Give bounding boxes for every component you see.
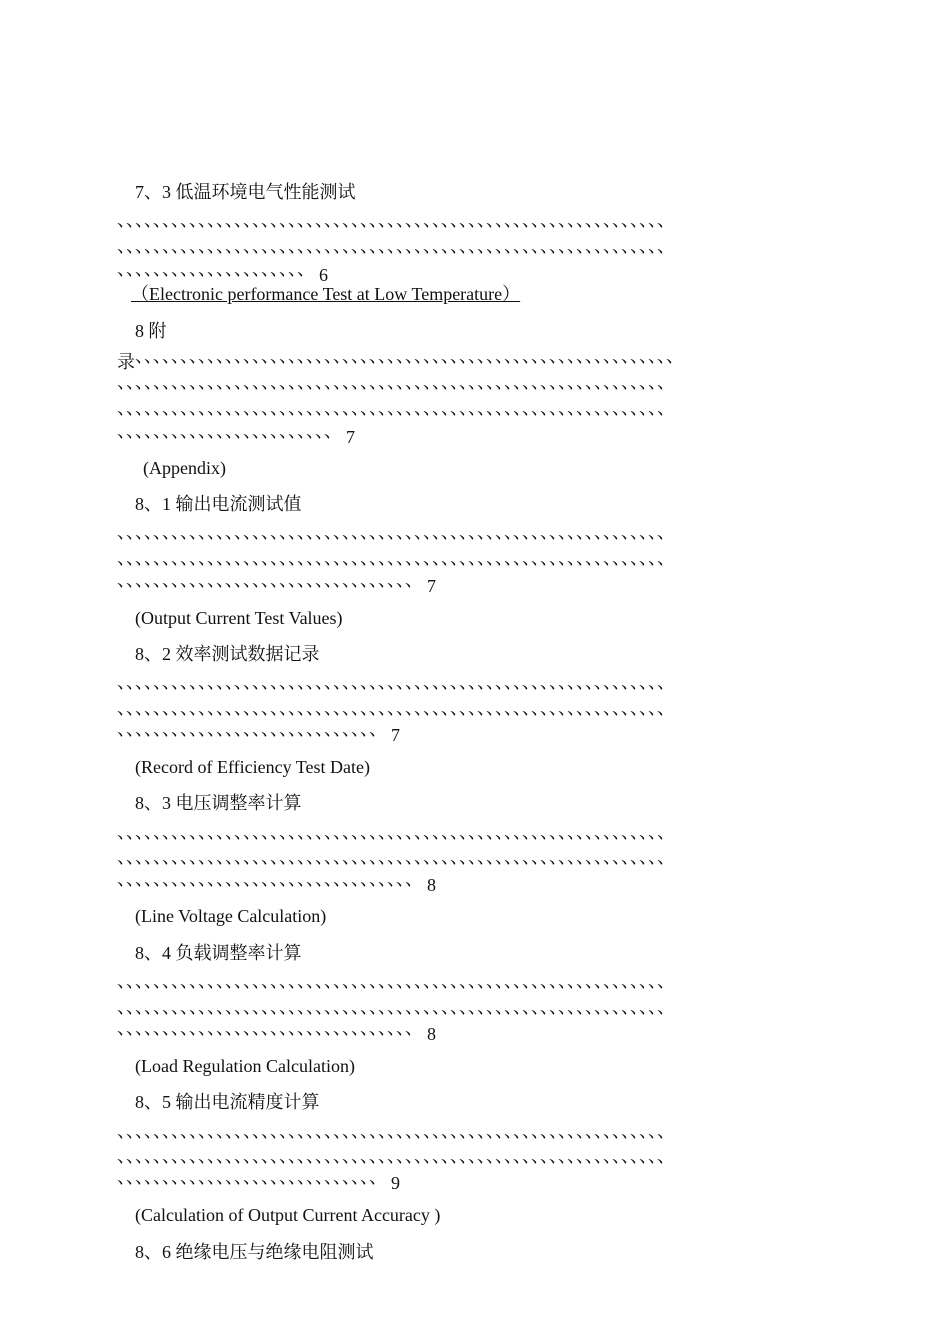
toc-leader-dots: 、、、、、、、、、、、、、、、、、、、、、、、、、、、、、、、、、、、、、、、、、、、、、、、、、、、、、、、、、、、、、 (117, 847, 675, 867)
toc-leader-line: 、、、、、、、、、、、、、、、、、、、、、、、、、、、、、、、、、 7 (117, 570, 436, 596)
toc-leader-line: 、、、、、、、、、、、、、、、、、、、、、、、、、、、、、、、、、 8 (117, 869, 436, 895)
toc-leader-line: 、、、、、、、、、、、、、、、、、、、、、、、、、、、、、 7 (117, 719, 400, 745)
toc-page-number: 8 (427, 875, 436, 895)
toc-leader-dots: 、、、、、、、、、、、、、、、、、、、、、、、、、、、、、、、、、、、、、、、、、、、、、、、、、、、、、、、、、、、、、 (117, 522, 675, 542)
toc-entry-title[interactable]: 8、6 绝缘电压与绝缘电阻测试 (135, 1242, 374, 1262)
toc-entry-title-wrap: 录 (117, 352, 135, 372)
toc-entry-title[interactable]: 8 附 (135, 321, 167, 341)
toc-leader-dots: 、、、、、、、、、、、、、、、、、、、、、、、、、、、、、、、、、、、、、、、、、、、、、、、、、、、、、、、、、、、、、 (117, 1146, 675, 1166)
toc-entry-title[interactable]: 7、3 低温环境电气性能测试 (135, 182, 356, 202)
toc-leader-dots: 、、、、、、、、、、、、、、、、、、、、、、、、、、、、、、、、、、、、、、、、、、、、、、、、、、、、、、、、、、、、、 (117, 398, 675, 418)
toc-entry-title[interactable]: 8、4 负载调整率计算 (135, 943, 302, 963)
toc-entry-title[interactable]: 8、1 输出电流测试值 (135, 494, 302, 514)
toc-entry-english: (Output Current Test Values) (135, 608, 343, 628)
toc-entry-english: (Load Regulation Calculation) (135, 1056, 355, 1076)
toc-page-number: 6 (319, 265, 328, 285)
toc-leader-dots: 、、、、、、、、、、、、、、、、、、、、、、、、、、、、、、、、、、、、、、、、、、、、、、、、、、、、、、、、、、、、、 (117, 210, 675, 230)
toc-leader-line: 录、、、、、、、、、、、、、、、、、、、、、、、、、、、、、、、、、、、、、、、、、、、、、、、、、、、、、、、、、、、、 (117, 346, 684, 372)
toc-leader-line: 、、、、、、、、、、、、、、、、、、、、、、、、、、、、、 9 (117, 1167, 400, 1193)
toc-leader-dots: 、、、、、、、、、、、、、、、、、、、、、、、、、、、、、、、、、、、、、、、、、、、、、、、、、、、、、、、、、、、、、 (117, 822, 675, 842)
toc-entry-english: (Line Voltage Calculation) (135, 906, 327, 926)
toc-page-number: 7 (346, 427, 355, 447)
toc-entry-english: (Record of Efficiency Test Date) (135, 757, 370, 777)
toc-leader-dots: 、、、、、、、、、、、、、、、、、、、、、、、、、、、、、、、、、、、、、、、、、、、、、、、、、、、、、、、、、、、、、 (117, 548, 675, 568)
toc-leader-dots: 、、、、、、、、、、、、、、、、、、、、、、、、、、、、、、、、、、、、、、、、、、、、、、、、、、、、、、、、、、、、、 (117, 1121, 675, 1141)
toc-entry-title[interactable]: 8、2 效率测试数据记录 (135, 644, 320, 664)
toc-page-number: 7 (427, 576, 436, 596)
toc-entry-title[interactable]: 8、5 输出电流精度计算 (135, 1092, 320, 1112)
toc-leader-dots: 、、、、、、、、、、、、、、、、、、、、、、、、、、、、、、、、、、、、、、、、、、、、、、、、、、、、、、、、、、、、、 (117, 672, 675, 692)
toc-leader-dots: 、、、、、、、、、、、、、、、、、、、、、、、、、、、、、、、、、、、、、、、、、、、、、、、、、、、、、、、、、、、、、 (117, 236, 675, 256)
toc-entry-title[interactable]: 8、3 电压调整率计算 (135, 793, 302, 813)
toc-entry-english: (Calculation of Output Current Accuracy ) (135, 1205, 441, 1225)
toc-leader-dots: 、、、、、、、、、、、、、、、、、、、、、、、、、、、、、、、、、、、、、、、、、、、、、、、、、、、、、、、、、、、、、 (117, 372, 675, 392)
toc-leader-line: 、、、、、、、、、、、、、、、、、、、、、、、、 7 (117, 421, 355, 447)
toc-leader-line: 、、、、、、、、、、、、、、、、、、、、、 6 (117, 259, 328, 285)
toc-entry-english: （Electronic performance Test at Low Temperature） (131, 284, 521, 304)
toc-page-number: 9 (391, 1173, 400, 1193)
toc-leader-dots: 、、、、、、、、、、、、、、、、、、、、、、、、、、、、、、、、、、、、、、、、、、、、、、、、、、、、、、、、、、、、、 (117, 698, 675, 718)
toc-page-number: 7 (391, 725, 400, 745)
toc-leader-line: 、、、、、、、、、、、、、、、、、、、、、、、、、、、、、、、、、 8 (117, 1018, 436, 1044)
toc-entry-english: (Appendix) (143, 458, 226, 478)
toc-page-number: 8 (427, 1024, 436, 1044)
toc-leader-dots: 、、、、、、、、、、、、、、、、、、、、、、、、、、、、、、、、、、、、、、、、、、、、、、、、、、、、、、、、、、、、、 (117, 971, 675, 991)
toc-leader-dots: 、、、、、、、、、、、、、、、、、、、、、、、、、、、、、、、、、、、、、、、、、、、、、、、、、、、、、、、、、、、、、 (117, 997, 675, 1017)
